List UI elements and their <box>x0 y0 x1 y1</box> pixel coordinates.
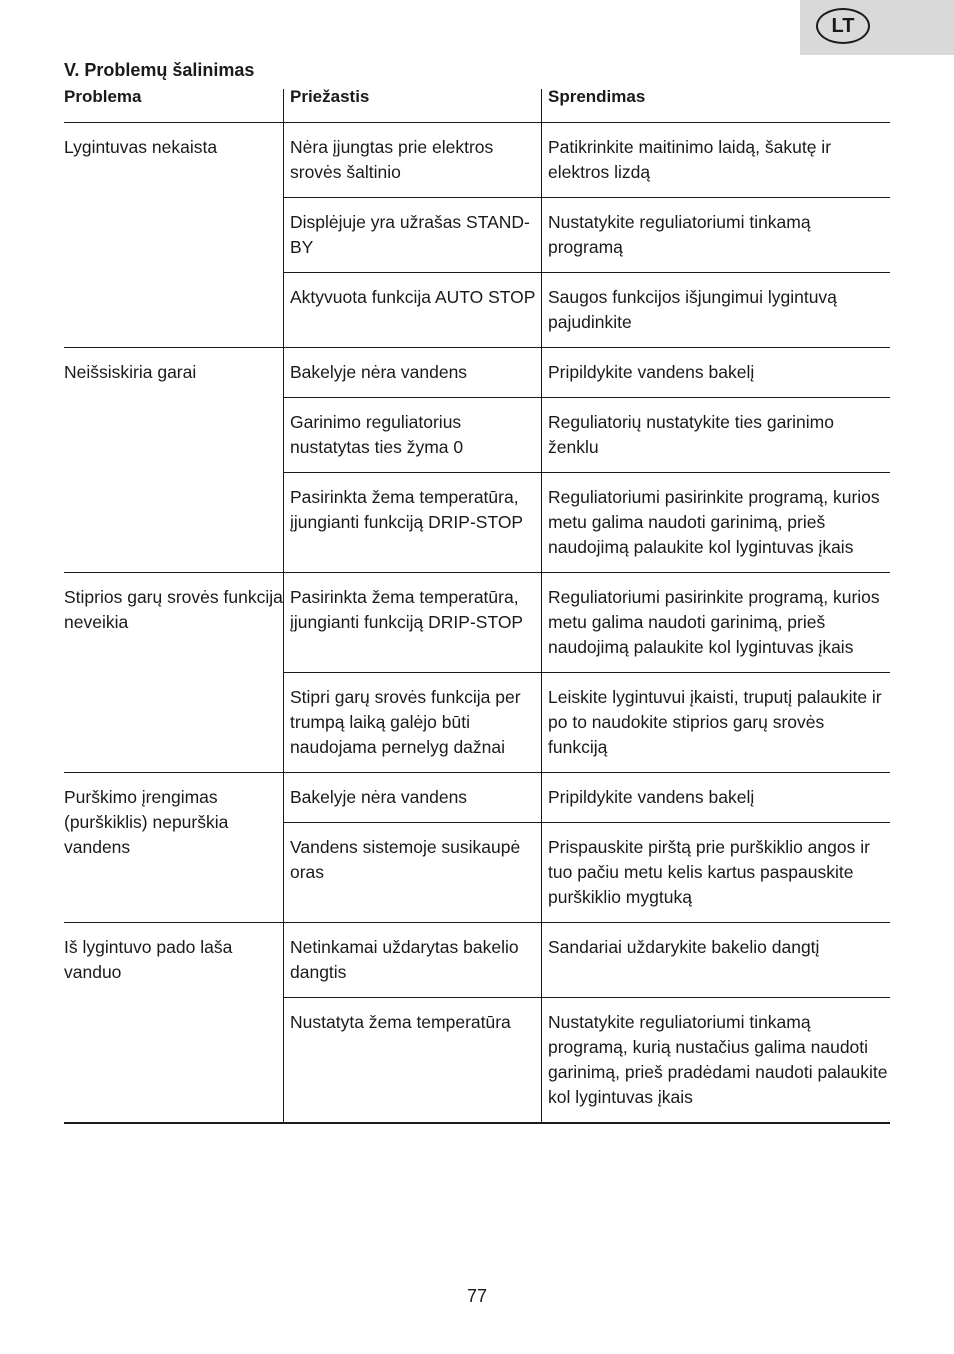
table-row <box>283 197 890 272</box>
solution-cell: Pripildykite vandens bakelį <box>541 773 890 822</box>
table-row <box>283 923 890 997</box>
page-number: 77 <box>466 1286 488 1306</box>
problem-group <box>64 772 890 922</box>
problem-cell: Iš lygintuvo pado laša vanduo <box>64 937 233 982</box>
problem-group <box>64 922 890 1124</box>
column-header-solution: Sprendimas <box>548 87 646 106</box>
cause-cell: Aktyvuota funkcija AUTO STOP <box>283 273 541 347</box>
solution-cell: Patikrinkite maitinimo laidą, šakutę ir elektros lizdą <box>541 123 890 197</box>
cause-cell: Pasirinkta žema temperatūra, įjungianti funkciją DRIP-STOP <box>283 473 541 572</box>
cause-cell: Vandens sistemoje susikaupė oras <box>283 823 541 922</box>
language-badge-box <box>800 0 954 55</box>
cause-cell: Bakelyje nėra vandens <box>283 348 541 397</box>
table-row <box>283 348 890 397</box>
table-row <box>283 123 890 197</box>
language-badge: LT <box>816 8 870 44</box>
section-title: V. Problemų šalinimas <box>64 60 255 80</box>
solution-cell: Reguliatorių nustatykite ties garinimo ženklu <box>541 398 890 472</box>
solution-cell: Sandariai uždarykite bakelio dangtį <box>541 923 890 997</box>
solution-cell: Leiskite lygintuvui įkaisti, truputį palaukite ir po to naudokite stiprios garų srovės funkciją <box>541 673 890 772</box>
table-row <box>283 773 890 822</box>
table-row <box>283 822 890 922</box>
solution-cell: Pripildykite vandens bakelį <box>541 348 890 397</box>
column-header-cause: Priežastis <box>290 87 370 106</box>
problem-group <box>64 122 890 347</box>
table-row <box>283 272 890 347</box>
solution-cell: Saugos funkcijos išjungimui lygintuvą pajudinkite <box>541 273 890 347</box>
solution-cell: Reguliatoriumi pasirinkite programą, kurios metu galima naudoti garinimą, prieš naudojimą palaukite kol lygintuvas įkais <box>541 473 890 572</box>
column-header-problem: Problema <box>64 87 142 106</box>
problem-group <box>64 572 890 772</box>
cause-cell: Garinimo reguliatorius nustatytas ties žyma 0 <box>283 398 541 472</box>
cause-cell: Bakelyje nėra vandens <box>283 773 541 822</box>
problem-cell: Lygintuvas nekaista <box>64 137 218 157</box>
problem-cell: Neišsiskiria garai <box>64 362 197 382</box>
table-row <box>283 573 890 672</box>
solution-cell: Nustatykite reguliatoriumi tinkamą programą, kurią nustačius galima naudoti garinimą, prieš pradėdami naudoti palaukite kol lygintuvas įkais <box>541 998 890 1122</box>
problem-cell: Purškimo įrengimas (purškiklis) nepurškia vandens <box>64 787 229 857</box>
solution-cell: Nustatykite reguliatoriumi tinkamą programą <box>541 198 890 272</box>
solution-cell: Reguliatoriumi pasirinkite programą, kurios metu galima naudoti garinimą, prieš naudojimą palaukite kol lygintuvas įkais <box>541 573 890 672</box>
table-row <box>283 472 890 572</box>
table-row <box>283 397 890 472</box>
header-divider <box>283 89 284 122</box>
cause-cell: Pasirinkta žema temperatūra, įjungianti funkciją DRIP-STOP <box>283 573 541 672</box>
cause-cell: Netinkamai uždarytas bakelio dangtis <box>283 923 541 997</box>
problem-group <box>64 347 890 572</box>
solution-cell: Prispauskite pirštą prie purškiklio angos ir tuo pačiu metu kelis kartus paspauskite purškiklio mygtuką <box>541 823 890 922</box>
cause-cell: Nėra įjungtas prie elektros srovės šaltinio <box>283 123 541 197</box>
header-divider <box>541 89 542 122</box>
problem-cell: Stiprios garų srovės funkcija neveikia <box>64 587 283 632</box>
table-row <box>283 672 890 772</box>
cause-cell: Nustatyta žema temperatūra <box>283 998 541 1122</box>
cause-cell: Displėjuje yra užrašas STAND-BY <box>283 198 541 272</box>
table-row <box>283 997 890 1122</box>
troubleshooting-table <box>64 122 890 1124</box>
cause-cell: Stipri garų srovės funkcija per trumpą laiką galėjo būti naudojama pernelyg dažnai <box>283 673 541 772</box>
